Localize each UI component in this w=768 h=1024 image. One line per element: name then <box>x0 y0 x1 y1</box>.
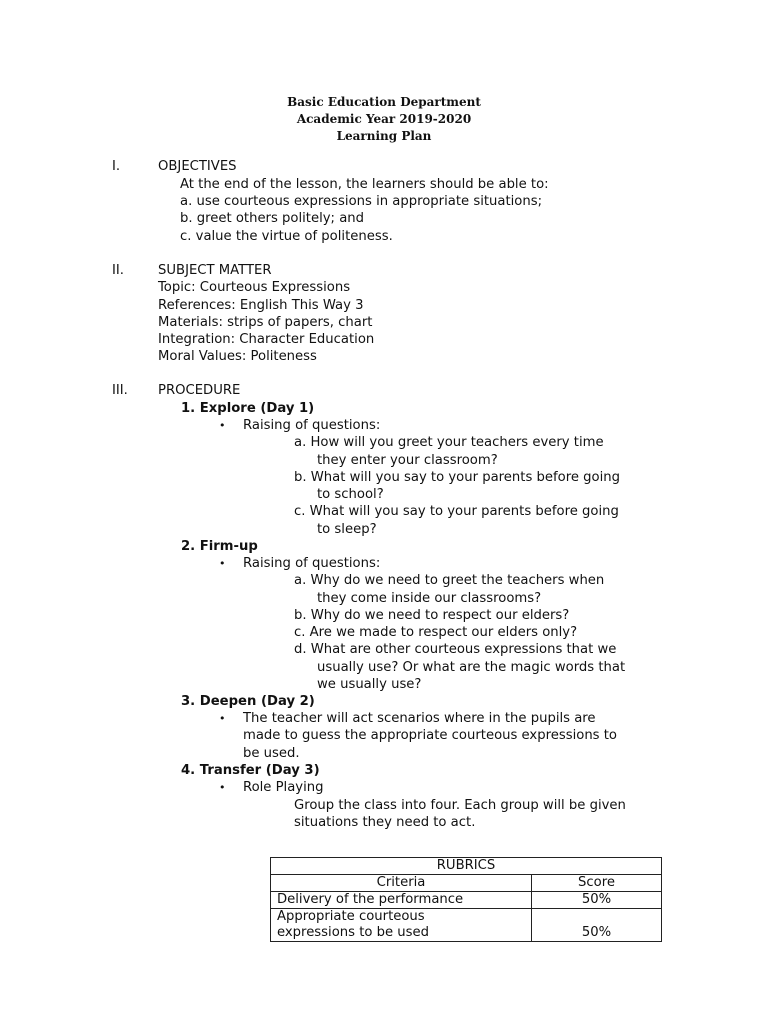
doc-header-plan: Learning Plan <box>336 129 432 143</box>
deepen-text-cont: made to guess the appropriate courteous expressions to <box>243 728 617 743</box>
transfer-text: situations they need to act. <box>294 815 476 830</box>
rubrics-criteria-cell <box>271 909 532 942</box>
rubrics-title: RUBRICS <box>271 858 662 875</box>
rubrics-header-row <box>271 875 662 892</box>
subject-references: References: English This Way 3 <box>158 298 364 313</box>
procedure-firmup-heading: 2. Firm-up <box>181 539 258 554</box>
rubrics-score-cell: 50% <box>532 892 662 909</box>
firmup-question: a. Why do we need to greet the teachers when <box>294 573 605 588</box>
section-numeral-objectives: I. <box>112 159 121 174</box>
subject-topic: Topic: Courteous Expressions <box>158 280 351 295</box>
section-title-objectives: OBJECTIVES <box>158 159 237 174</box>
objective-item: a. use courteous expressions in appropriate situations; <box>180 194 543 209</box>
procedure-deepen-heading: 3. Deepen (Day 2) <box>181 694 315 709</box>
deepen-text: • The teacher will act scenarios where in the pupils are <box>243 710 596 727</box>
firmup-question: c. Are we made to respect our elders only? <box>294 625 578 640</box>
table-row <box>271 909 662 942</box>
table-row <box>271 892 662 909</box>
rubrics-title-row <box>271 858 662 875</box>
rubrics-criteria-line: expressions to be used <box>277 925 430 940</box>
procedure-explore-heading: 1. Explore (Day 1) <box>181 401 315 416</box>
firmup-question: b. Why do we need to respect our elders? <box>294 608 570 623</box>
transfer-bullet: • Role Playing <box>243 779 324 796</box>
doc-header-department: Basic Education Department <box>287 95 481 109</box>
section-numeral-procedure: III. <box>112 383 128 398</box>
section-title-subject-matter: SUBJECT MATTER <box>158 263 272 278</box>
rubrics-col-score: Score <box>532 875 662 892</box>
objective-item: c. value the virtue of politeness. <box>180 229 393 244</box>
rubrics-col-criteria: Criteria <box>271 875 532 892</box>
rubrics-criteria-line: Appropriate courteous <box>277 909 425 924</box>
rubrics-criteria-cell: Delivery of the performance <box>271 892 532 909</box>
firmup-question-cont: usually use? Or what are the magic words that <box>317 660 626 675</box>
explore-question-cont: to sleep? <box>317 522 377 537</box>
firmup-bullet: • Raising of questions: <box>243 555 380 572</box>
doc-header-year: Academic Year 2019-2020 <box>296 112 472 126</box>
deepen-text-cont: be used. <box>243 746 300 761</box>
explore-question-cont: to school? <box>317 487 384 502</box>
explore-bullet: • Raising of questions: <box>243 417 380 434</box>
subject-moral-values: Moral Values: Politeness <box>158 349 317 364</box>
firmup-question: d. What are other courteous expressions that we <box>294 642 617 657</box>
subject-materials: Materials: strips of papers, chart <box>158 315 373 330</box>
transfer-text: Group the class into four. Each group will be given <box>294 798 626 813</box>
section-numeral-subject-matter: II. <box>112 263 124 278</box>
objectives-intro: At the end of the lesson, the learners should be able to: <box>180 177 549 192</box>
explore-question: a. How will you greet your teachers every time <box>294 435 604 450</box>
explore-question-cont: they enter your classroom? <box>317 453 498 468</box>
rubrics-table <box>270 857 662 942</box>
explore-question: b. What will you say to your parents before going <box>294 470 620 485</box>
procedure-transfer-heading: 4. Transfer (Day 3) <box>181 763 320 778</box>
explore-question: c. What will you say to your parents before going <box>294 504 619 519</box>
section-title-procedure: PROCEDURE <box>158 383 241 398</box>
subject-integration: Integration: Character Education <box>158 332 375 347</box>
firmup-question-cont: they come inside our classrooms? <box>317 591 542 606</box>
firmup-question-cont: we usually use? <box>317 677 422 692</box>
objective-item: b. greet others politely; and <box>180 211 365 226</box>
rubrics-score-cell: 50% <box>532 909 662 942</box>
